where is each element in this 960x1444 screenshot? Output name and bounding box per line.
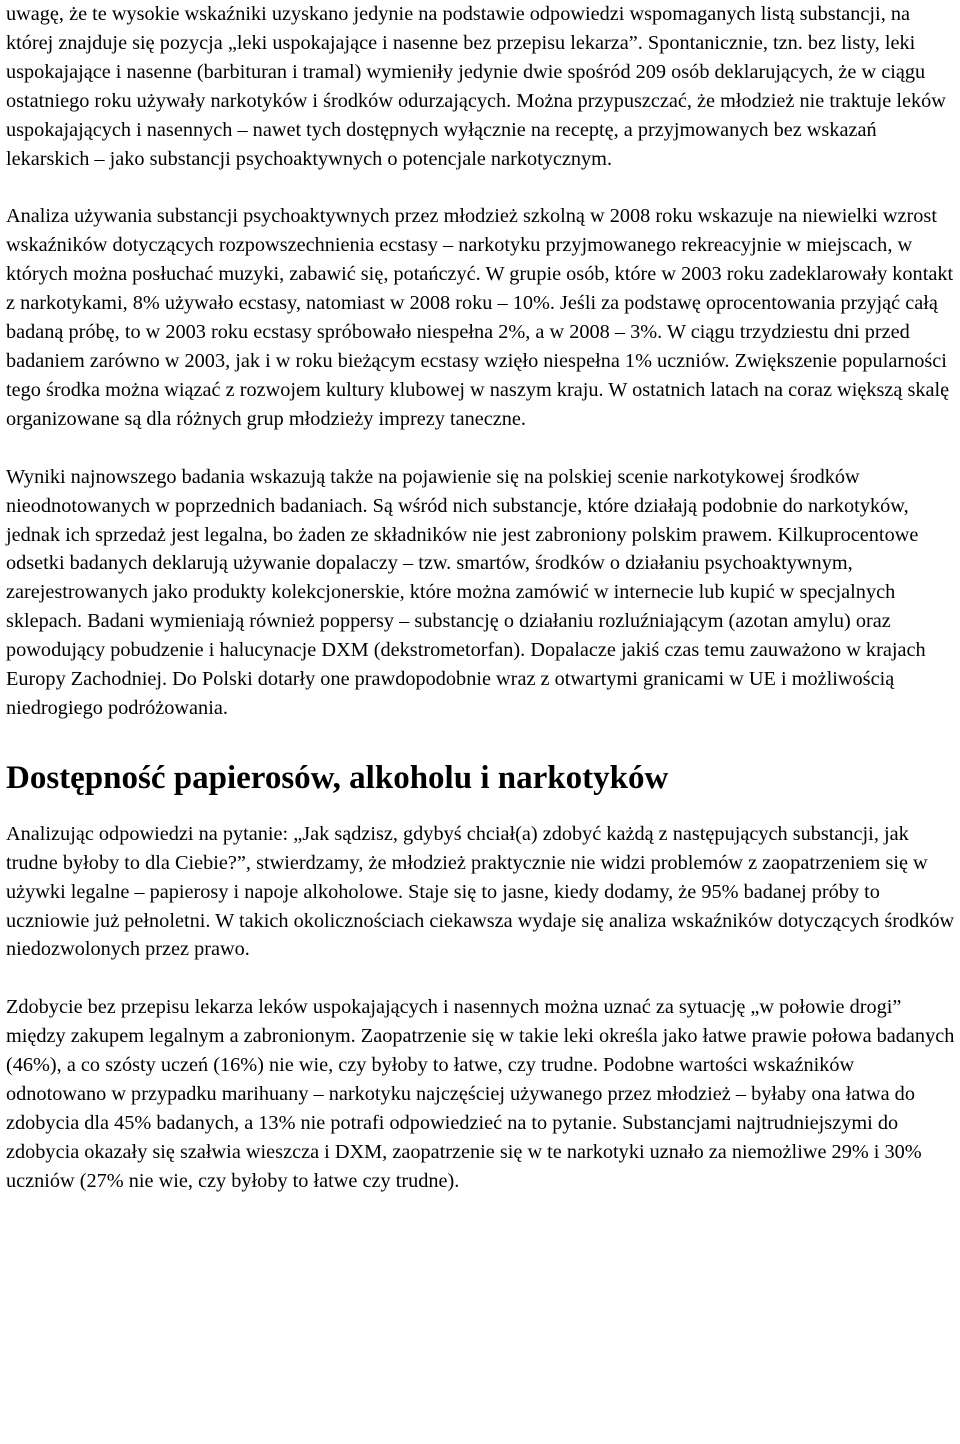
- section-heading: Dostępność papierosów, alkoholu i narkotyków: [6, 759, 669, 796]
- paragraph-availability: Analizując odpowiedzi na pytanie: „Jak sądzisz, gdybyś chciał(a) zdobyć każdą z następujących substancji, jak trudne byłoby to dla Ciebie?”, stwierdzamy, że młodzież praktycznie nie widzi problemów z zaopatrzeniem się w używki legalne – papierosy i napoje alkoholowe. Staje się to jasne, kiedy dodamy, że 95% badanej próby to uczniowie już pełnoletni. W takich okolicznościach ciekawsza wydaje się analiza wskaźników dotyczących środków niedozwolonych przez prawo.: [6, 822, 955, 961]
- paragraph-obtaining-drugs: Zdobycie bez przepisu lekarza leków uspokajających i nasennych można uznać za sytuację „w połowie drogi” między zakupem legalnym a zabronionym. Zaopatrzenie się w takie leki określa jako łatwe prawie połowa badanych (46%), a co szósty uczeń (16%) nie wie, czy byłoby to łatwe, czy trudne. Podobne wartości wskaźników odnotowano w przypadku marihuany – narkotyku najczęściej używanego przez młodzież – byłaby ona łatwa do zdobycia dla 45% badanych, a 13% nie potrafi odpowiedzieć na to pytanie. Substancjami najtrudniejszymi do zdobycia okazały się szałwia wieszcza i DXM, zaopatrzenie się w te narkotyki uznało za niemożliwe 29% i 30% uczniów (27% nie wie, czy byłoby to łatwe czy trudne).: [6, 996, 955, 1192]
- paragraph-sedatives: uwagę, że te wysokie wskaźniki uzyskano jedynie na podstawie odpowiedzi wspomaganych listą substancji, na której znajduje się pozycja „leki uspokajające i nasenne bez przepisu lekarza”. Spontanicznie, tzn. bez listy, leki uspokajające i nasenne (barbituran i tramal) wymieniły jedynie dwie spośród 209 osób deklarujących, że w ciągu ostatniego roku używały narkotyków i środków odurzających. Można przypuszczać, że młodzież nie traktuje leków uspokajających i nasennych – nawet tych dostępnych wyłącznie na receptę, a przyjmowanych bez wskazań lekarskich – jako substancji psychoaktywnych o potencjale narkotycznym.: [6, 3, 946, 170]
- paragraph-ecstasy: Analiza używania substancji psychoaktywnych przez młodzież szkolną w 2008 roku wskazuje na niewielki wzrost wskaźników dotyczących rozpowszechnienia ecstasy – narkotyku przyjmowanego rekreacyjnie w miejscach, w których można posłuchać muzyki, zabawić się, potańczyć. W grupie osób, które w 2003 roku zadeklarowały kontakt z narkotykami, 8% używało ecstasy, natomiast w 2008 roku – 10%. Jeśli za podstawę oprocentowania przyjąć całą badaną próbę, to w 2003 roku ecstasy spróbowało niespełna 2%, a w 2008 – 3%. W ciągu trzydziestu dni przed badaniem zarówno w 2003, jak i w roku bieżącym ecstasy wzięło niespełna 1% uczniów. Zwiększenie popularności tego środka można wiązać z rozwojem kultury klubowej w naszym kraju. W ostatnich latach na coraz większą skalę organizowane są dla różnych grup młodzieży imprezy taneczne.: [6, 205, 954, 430]
- document-page: [6, 0, 956, 1225]
- paragraph-new-substances: Wyniki najnowszego badania wskazują także na pojawienie się na polskiej scenie narkotykowej środków nieodnotowanych w poprzednich badaniach. Są wśród nich substancje, które działają podobnie do narkotyków, jednak ich sprzedaż jest legalna, bo żaden ze składników nie jest zabroniony polskim prawem. Kilkuprocentowe odsetki badanych deklarują używanie dopalaczy – tzw. smartów, środków o działaniu psychoaktywnym, zarejestrowanych jako produkty kolekcjonerskie, które można zamówić w internecie lub kupić w specjalnych sklepach. Badani wymieniają również poppersy – substancję o działaniu rozluźniającym (azotan amylu) oraz powodujący pobudzenie i halucynacje DXM (dekstrometorfan). Dopalacze jakiś czas temu zauważono w krajach Europy Zachodniej. Do Polski dotarły one prawdopodobnie wraz z otwartymi granicami w UE i możliwością niedrogiego podróżowania.: [6, 465, 926, 719]
